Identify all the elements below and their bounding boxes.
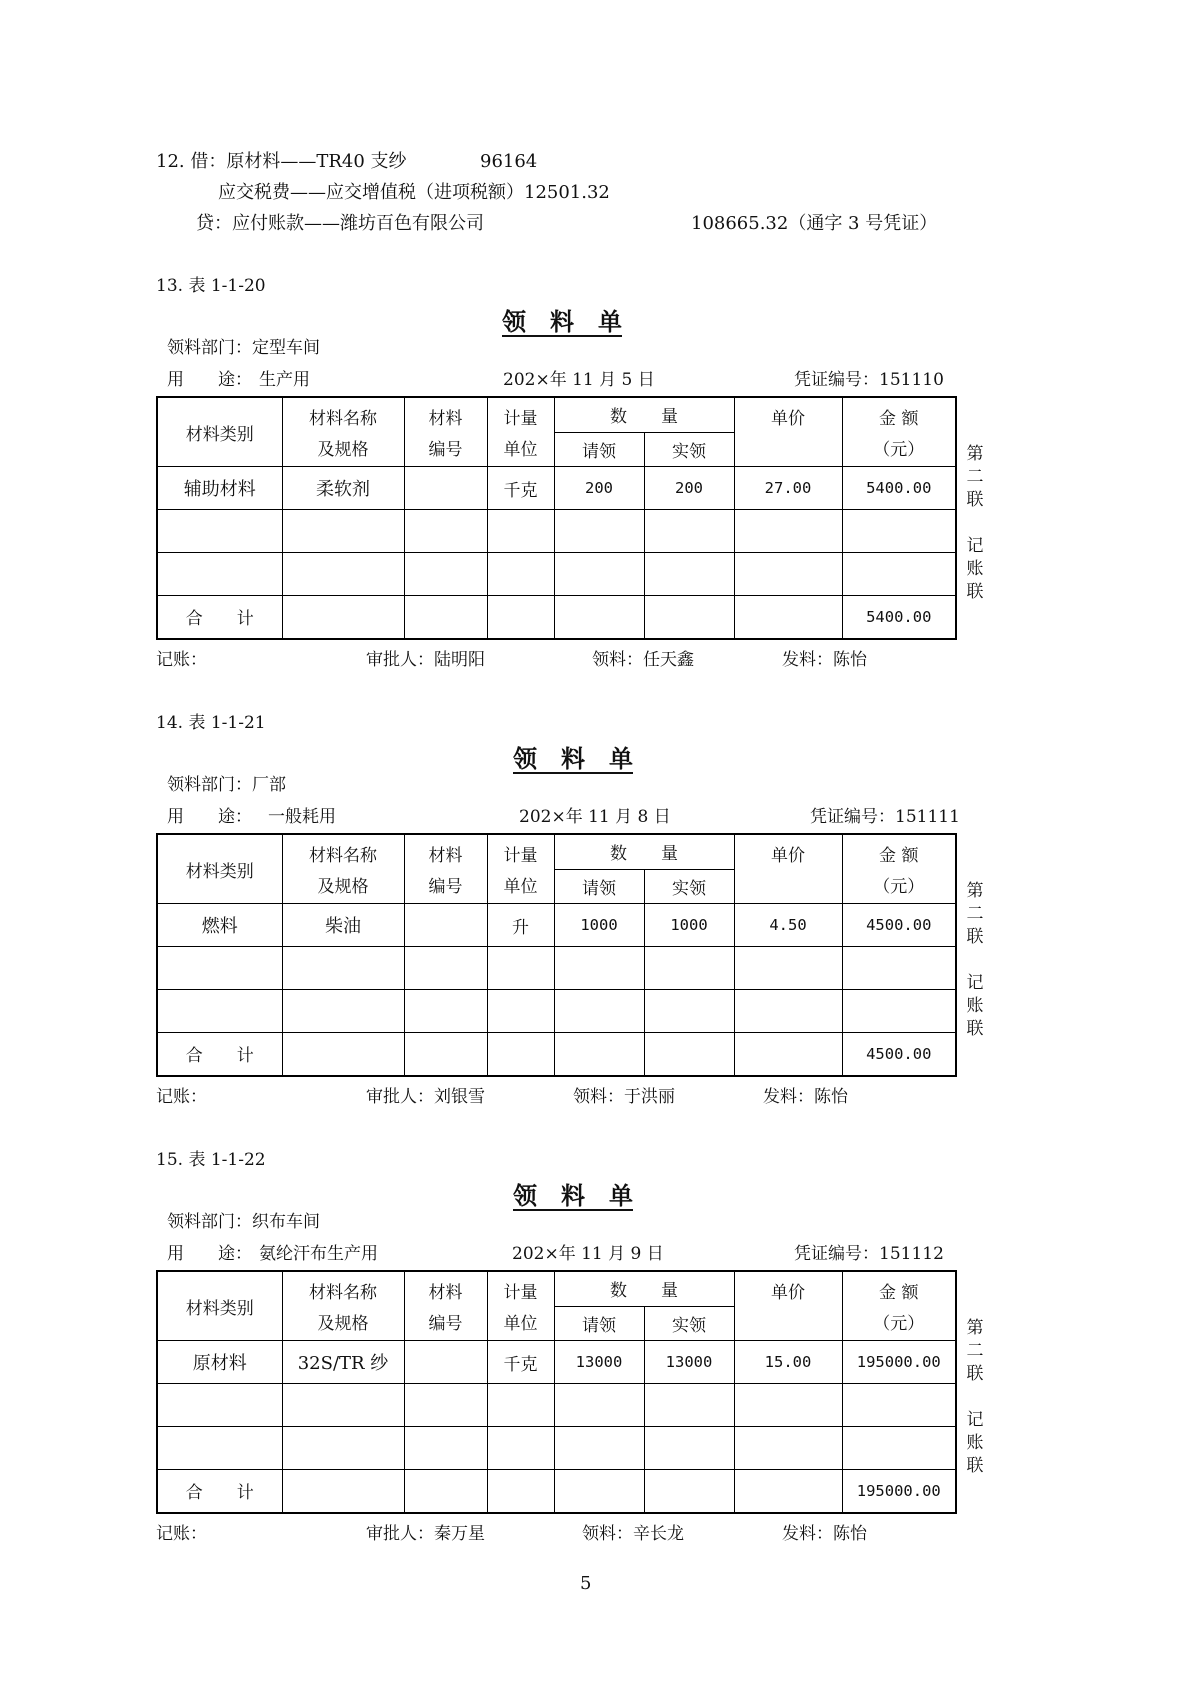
header-unit <box>487 397 554 467</box>
header-code <box>404 834 487 904</box>
slip-title: 领 料 单 <box>502 307 622 336</box>
header-unit <box>487 1271 554 1341</box>
slip-purpose: 氨纶汗布生产用 <box>259 1244 378 1264</box>
header-category: 材料类别 <box>157 1271 282 1341</box>
copy-label-char: 记 <box>966 1410 984 1430</box>
header-quantity: 数 量 <box>554 1271 734 1306</box>
cell-requested: 1000 <box>554 904 644 947</box>
header-requested: 请领 <box>554 432 644 467</box>
slip-voucher-number: 凭证编号：151112 <box>794 1244 944 1264</box>
header-amount-line1: 金 额 <box>879 846 919 866</box>
copy-label-char: 联 <box>966 1019 984 1039</box>
total-row <box>157 1033 956 1076</box>
footer-bookkeeper: 记账： <box>156 1087 207 1107</box>
footer-approver: 审批人：秦万星 <box>366 1524 485 1544</box>
entry-12-tax-line: 应交税费——应交增值税（进项税额）12501.32 <box>218 182 610 203</box>
footer-approver: 审批人：刘银雪 <box>366 1087 485 1107</box>
header-amount-line2: （元） <box>873 1314 925 1334</box>
header-unit-line2: 单位 <box>503 877 538 897</box>
slip-date: 202×年 11 月 8 日 <box>519 807 671 827</box>
copy-label-char: 二 <box>966 1341 984 1361</box>
cell-code <box>404 904 487 947</box>
header-code <box>404 1271 487 1341</box>
copy-label <box>965 880 985 1041</box>
copy-label-char: 第 <box>966 881 984 901</box>
header-name-line2: 及规格 <box>317 877 369 897</box>
header-unit-line1: 计量 <box>503 409 538 429</box>
slip-reference: 13. 表 1-1-20 <box>156 276 266 296</box>
cell-amount: 4500.00 <box>842 904 956 947</box>
copy-label-char: 账 <box>966 996 984 1016</box>
slip-department: 领料部门：织布车间 <box>167 1212 320 1232</box>
copy-label <box>965 1317 985 1478</box>
entry-12-debit-amount: 96164 <box>480 151 538 172</box>
header-price: 单价 <box>734 1271 842 1341</box>
slip-department: 领料部门：厂部 <box>167 775 286 795</box>
footer-bookkeeper: 记账： <box>156 1524 207 1544</box>
header-actual: 实领 <box>644 432 734 467</box>
cell-amount: 5400.00 <box>842 467 956 510</box>
slip-purpose-label: 用 途： <box>167 807 252 827</box>
copy-label-char: 联 <box>966 1364 984 1384</box>
empty-row <box>157 990 956 1033</box>
requisition-table <box>156 833 957 1077</box>
cell-unit: 升 <box>487 904 554 947</box>
header-name <box>282 1271 404 1341</box>
slip-purpose-label: 用 途： <box>167 370 252 390</box>
slip-title: 领 料 单 <box>513 1181 633 1210</box>
copy-label-char: 账 <box>966 559 984 579</box>
slip-purpose-label: 用 途： <box>167 1244 252 1264</box>
cell-code <box>404 1341 487 1384</box>
cell-unit: 千克 <box>487 1341 554 1384</box>
header-name-line1: 材料名称 <box>309 1283 377 1303</box>
table-row <box>157 904 956 947</box>
slip-reference: 15. 表 1-1-22 <box>156 1150 266 1170</box>
slip-date: 202×年 11 月 9 日 <box>512 1244 664 1264</box>
total-row <box>157 1470 956 1513</box>
entry-12-debit-label: 12. 借：原材料——TR40 支纱 <box>156 151 407 172</box>
header-unit <box>487 834 554 904</box>
footer-receiver: 领料：任天鑫 <box>592 650 694 670</box>
header-category: 材料类别 <box>157 397 282 467</box>
copy-label-char: 联 <box>966 582 984 602</box>
total-label: 合 计 <box>157 596 282 639</box>
slip-purpose: 生产用 <box>259 370 310 390</box>
header-unit-line1: 计量 <box>503 1283 538 1303</box>
entry-12-credit-label: 贷：应付账款——潍坊百色有限公司 <box>196 213 484 234</box>
header-code-line2: 编号 <box>428 877 463 897</box>
cell-unit: 千克 <box>487 467 554 510</box>
slip-date: 202×年 11 月 5 日 <box>503 370 655 390</box>
cell-name: 柔软剂 <box>282 467 404 510</box>
header-name <box>282 834 404 904</box>
copy-label-char: 联 <box>966 490 984 510</box>
cell-actual: 200 <box>644 467 734 510</box>
requisition-table <box>156 1270 957 1514</box>
copy-label <box>965 443 985 604</box>
slip-voucher-number: 凭证编号：151111 <box>810 807 960 827</box>
header-amount-line1: 金 额 <box>879 409 919 429</box>
header-amount-line1: 金 额 <box>879 1283 919 1303</box>
footer-receiver: 领料：辛长龙 <box>582 1524 684 1544</box>
header-name-line2: 及规格 <box>317 1314 369 1334</box>
cell-price: 15.00 <box>734 1341 842 1384</box>
cell-code <box>404 467 487 510</box>
header-quantity: 数 量 <box>554 397 734 432</box>
header-requested: 请领 <box>554 869 644 904</box>
copy-label-char: 记 <box>966 973 984 993</box>
cell-actual: 13000 <box>644 1341 734 1384</box>
empty-row <box>157 947 956 990</box>
header-code <box>404 397 487 467</box>
header-name-line2: 及规格 <box>317 440 369 460</box>
slip-reference: 14. 表 1-1-21 <box>156 713 266 733</box>
cell-category: 辅助材料 <box>157 467 282 510</box>
page-number: 5 <box>580 1573 592 1594</box>
header-price: 单价 <box>734 834 842 904</box>
header-code-line2: 编号 <box>428 440 463 460</box>
cell-name: 32S/TR 纱 <box>282 1341 404 1384</box>
cell-price: 4.50 <box>734 904 842 947</box>
copy-label-char: 第 <box>966 1318 984 1338</box>
header-actual: 实领 <box>644 869 734 904</box>
header-name-line1: 材料名称 <box>309 409 377 429</box>
empty-row <box>157 1427 956 1470</box>
table-row <box>157 467 956 510</box>
header-amount <box>842 397 956 467</box>
entry-12-debit-line <box>156 151 538 173</box>
entry-12-credit-line <box>196 213 484 235</box>
header-amount <box>842 834 956 904</box>
header-amount-line2: （元） <box>873 440 925 460</box>
header-requested: 请领 <box>554 1306 644 1341</box>
slip-title: 领 料 单 <box>513 744 633 773</box>
cell-price: 27.00 <box>734 467 842 510</box>
header-unit-line1: 计量 <box>503 846 538 866</box>
empty-row <box>157 510 956 553</box>
footer-issuer: 发料：陈怡 <box>782 1524 867 1544</box>
header-name-line1: 材料名称 <box>309 846 377 866</box>
header-amount-line2: （元） <box>873 877 925 897</box>
cell-name: 柴油 <box>282 904 404 947</box>
requisition-table <box>156 396 957 640</box>
copy-label-char: 二 <box>966 467 984 487</box>
header-code-line1: 材料 <box>428 1283 463 1303</box>
header-category: 材料类别 <box>157 834 282 904</box>
header-unit-line2: 单位 <box>503 1314 538 1334</box>
cell-amount: 195000.00 <box>842 1341 956 1384</box>
copy-label-char: 账 <box>966 1433 984 1453</box>
total-amount: 5400.00 <box>842 596 956 639</box>
header-code-line1: 材料 <box>428 846 463 866</box>
copy-label-char: 第 <box>966 444 984 464</box>
footer-issuer: 发料：陈怡 <box>782 650 867 670</box>
cell-requested: 200 <box>554 467 644 510</box>
copy-label-char: 联 <box>966 1456 984 1476</box>
footer-issuer: 发料：陈怡 <box>763 1087 848 1107</box>
entry-12-credit-amount: 108665.32（通字 3 号凭证） <box>691 213 938 234</box>
cell-requested: 13000 <box>554 1341 644 1384</box>
header-actual: 实领 <box>644 1306 734 1341</box>
empty-row <box>157 1384 956 1427</box>
footer-approver: 审批人：陆明阳 <box>366 650 485 670</box>
header-amount <box>842 1271 956 1341</box>
header-price: 单价 <box>734 397 842 467</box>
slip-voucher-number: 凭证编号：151110 <box>794 370 944 390</box>
table-row <box>157 1341 956 1384</box>
copy-label-char: 记 <box>966 536 984 556</box>
slip-department: 领料部门：定型车间 <box>167 338 320 358</box>
slip-purpose: 一般耗用 <box>268 807 336 827</box>
cell-category: 燃料 <box>157 904 282 947</box>
header-quantity: 数 量 <box>554 834 734 869</box>
footer-bookkeeper: 记账： <box>156 650 207 670</box>
header-unit-line2: 单位 <box>503 440 538 460</box>
footer-receiver: 领料：于洪丽 <box>573 1087 675 1107</box>
header-code-line2: 编号 <box>428 1314 463 1334</box>
cell-category: 原材料 <box>157 1341 282 1384</box>
total-amount: 195000.00 <box>842 1470 956 1513</box>
total-label: 合 计 <box>157 1033 282 1076</box>
empty-row <box>157 553 956 596</box>
copy-label-char: 二 <box>966 904 984 924</box>
copy-label-char: 联 <box>966 927 984 947</box>
total-row <box>157 596 956 639</box>
header-code-line1: 材料 <box>428 409 463 429</box>
total-amount: 4500.00 <box>842 1033 956 1076</box>
header-name <box>282 397 404 467</box>
cell-actual: 1000 <box>644 904 734 947</box>
total-label: 合 计 <box>157 1470 282 1513</box>
